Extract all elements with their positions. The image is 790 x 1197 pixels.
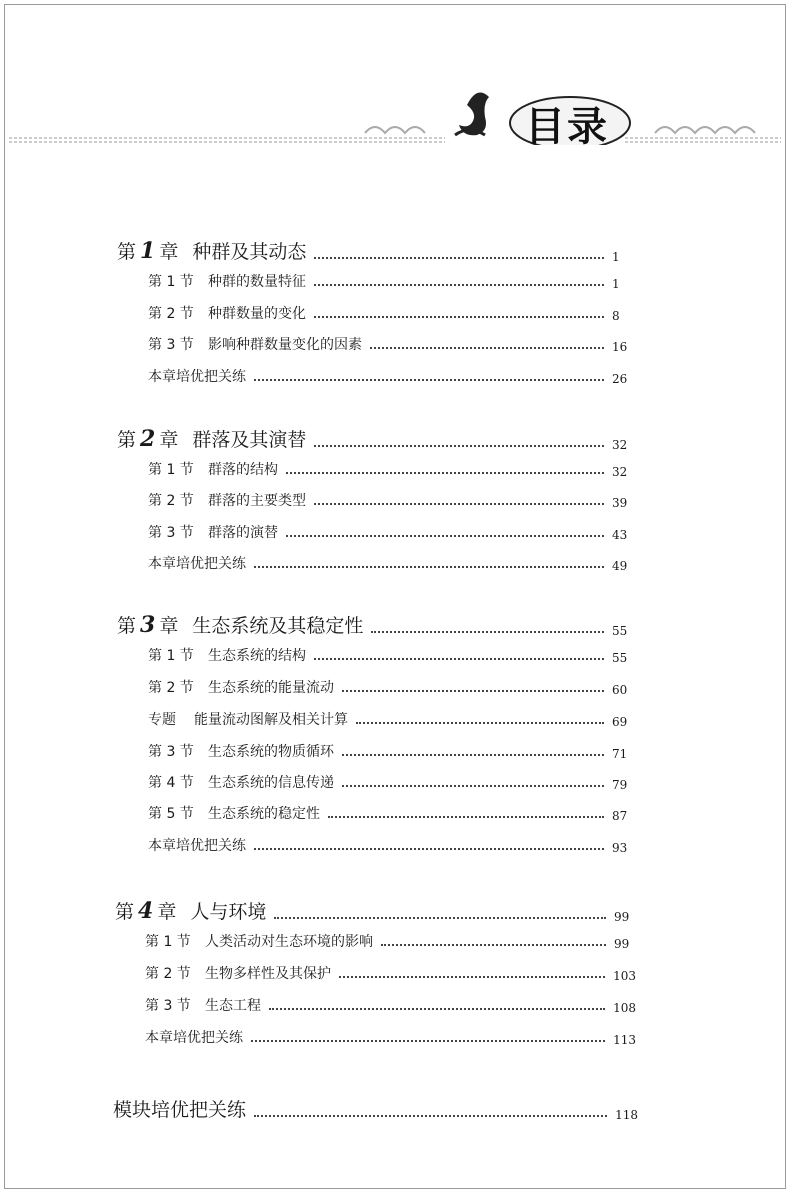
section-label [145,963,331,983]
section-row[interactable] [148,803,634,823]
section-label [148,645,306,665]
section-label [148,271,306,291]
chapter-label [115,897,266,924]
chapter-number: 4 [138,898,154,924]
dot-leader [314,503,604,505]
section-prefix: 第 3 节 [148,744,194,760]
section-prefix: 第 1 节 [148,462,194,478]
module-row[interactable] [113,1095,638,1122]
chapter-suffix: 章 [157,901,177,923]
section-title: 本章培优把关练 [148,556,246,572]
dot-leader [254,379,604,381]
section-title: 生态系统的物质循环 [208,744,334,760]
chapter-title: 种群及其动态 [192,241,307,263]
section-row[interactable] [148,303,634,323]
page-number: 93 [612,841,628,855]
page-number: 60 [612,683,628,697]
section-label [145,931,373,951]
header-decoration [5,5,785,145]
chapter-title: 生态系统及其稳定性 [192,615,364,637]
section-prefix: 第 3 节 [148,525,194,541]
section-label [148,459,278,479]
section-row[interactable] [148,709,634,729]
section-label [145,995,261,1015]
dot-leader [314,284,604,286]
chapter-3-row[interactable] [117,611,634,638]
section-prefix: 专题 [148,712,176,728]
section-prefix: 第 2 节 [148,306,194,322]
page-number: 87 [612,809,628,823]
page-number: 71 [612,747,628,761]
section-title: 影响种群数量变化的因素 [208,337,362,353]
dot-leader [314,316,604,318]
dot-leader [286,472,604,474]
section-title: 本章培优把关练 [145,1030,243,1046]
section-row[interactable] [145,963,636,983]
dot-leader [251,1040,605,1042]
section-label [148,772,334,792]
page-number: 32 [612,465,628,479]
section-label [148,741,334,761]
chapter-prefix: 第 [117,241,137,263]
chapter-prefix: 第 [117,615,137,637]
chapter-title: 群落及其演替 [192,429,307,451]
section-row[interactable] [145,931,636,951]
section-prefix: 第 3 节 [148,337,194,353]
page-number: 118 [615,1108,638,1122]
page-number: 103 [613,969,636,983]
section-prefix: 第 2 节 [148,493,194,509]
page-number: 1 [612,250,620,264]
section-row[interactable] [148,741,634,761]
page-number: 32 [612,438,628,452]
chapter-number: 1 [140,238,156,264]
header-band [5,5,785,150]
section-row[interactable] [148,772,634,792]
section-prefix: 第 1 节 [148,648,194,664]
chapter-prefix: 第 [115,901,135,923]
page-number: 49 [612,559,628,573]
section-row[interactable] [148,835,634,855]
section-row[interactable] [148,271,634,291]
section-title: 生物多样性及其保护 [205,966,331,982]
section-label [148,709,348,729]
dot-leader [286,535,604,537]
section-label [145,1027,243,1047]
page-number: 69 [612,715,628,729]
section-label [148,334,362,354]
page-number: 55 [612,651,628,665]
page-number: 99 [614,937,630,951]
chapter-suffix: 章 [159,615,179,637]
section-prefix: 第 2 节 [145,966,191,982]
section-label [148,553,246,573]
chapter-4-row[interactable] [115,897,636,924]
section-row[interactable] [145,1027,636,1047]
section-label [148,835,246,855]
dot-leader [314,445,604,447]
section-title: 本章培优把关练 [148,838,246,854]
page-number: 108 [613,1001,636,1015]
section-title: 群落的演替 [208,525,278,541]
chapter-number: 2 [140,426,156,452]
section-label [148,677,334,697]
section-title: 群落的结构 [208,462,278,478]
dot-leader [254,848,604,850]
chapter-1-row[interactable] [117,237,634,264]
section-prefix: 第 1 节 [145,934,191,950]
chapter-2-row[interactable] [117,425,634,452]
section-row[interactable] [148,677,634,697]
section-row[interactable] [148,553,634,573]
page-number: 113 [613,1033,636,1047]
dot-leader [342,785,604,787]
page-number: 43 [612,528,628,542]
section-title: 种群的数量特征 [208,274,306,290]
section-row[interactable] [145,995,636,1015]
chapter-label [117,237,306,264]
page-number: 79 [612,778,628,792]
dot-leader [356,722,604,724]
section-row[interactable] [148,334,634,354]
page-number: 39 [612,496,628,510]
section-prefix: 第 5 节 [148,806,194,822]
dot-leader [314,257,604,259]
dot-leader [381,944,606,946]
section-title: 生态系统的稳定性 [208,806,320,822]
dot-leader [371,631,604,633]
toc-page [4,4,786,1189]
dot-leader [314,658,604,660]
dot-leader [269,1008,605,1010]
chapter-prefix: 第 [117,429,137,451]
section-title: 本章培优把关练 [148,369,246,385]
section-row[interactable] [148,490,634,510]
section-row[interactable] [148,366,634,386]
chapter-title: 人与环境 [190,901,267,923]
section-label [148,490,306,510]
section-title: 生态系统的信息传递 [208,775,334,791]
page-title: 目录 [525,104,609,150]
page-number: 1 [612,277,620,291]
dot-leader [254,1115,607,1117]
section-prefix: 第 3 节 [145,998,191,1014]
section-prefix: 第 2 节 [148,680,194,696]
dot-leader [342,690,604,692]
dot-leader [328,816,604,818]
section-title: 人类活动对生态环境的影响 [205,934,373,950]
page-number: 16 [612,340,628,354]
dot-leader [274,917,606,919]
dot-leader [339,976,605,978]
section-row[interactable] [148,459,634,479]
section-row[interactable] [148,645,634,665]
section-title: 生态工程 [205,998,261,1014]
section-title: 生态系统的能量流动 [208,680,334,696]
chapter-suffix: 章 [159,429,179,451]
chapter-label [117,611,363,638]
page-number: 26 [612,372,628,386]
dot-leader [370,347,604,349]
section-label [148,303,306,323]
chapter-label [117,425,306,452]
dot-leader [342,754,604,756]
dot-leader [254,566,604,568]
chapter-suffix: 章 [159,241,179,263]
section-title: 能量流动图解及相关计算 [194,712,348,728]
section-label [148,366,246,386]
section-prefix: 第 1 节 [148,274,194,290]
page-number: 8 [612,309,620,323]
section-title: 生态系统的结构 [208,648,306,664]
section-title: 群落的主要类型 [208,493,306,509]
section-label [148,803,320,823]
module-title: 模块培优把关练 [113,1099,247,1121]
section-title: 种群数量的变化 [208,306,306,322]
page-number: 99 [614,910,630,924]
chapter-number: 3 [140,612,156,638]
page-number: 55 [612,624,628,638]
section-label [148,522,278,542]
section-row[interactable] [148,522,634,542]
section-prefix: 第 4 节 [148,775,194,791]
